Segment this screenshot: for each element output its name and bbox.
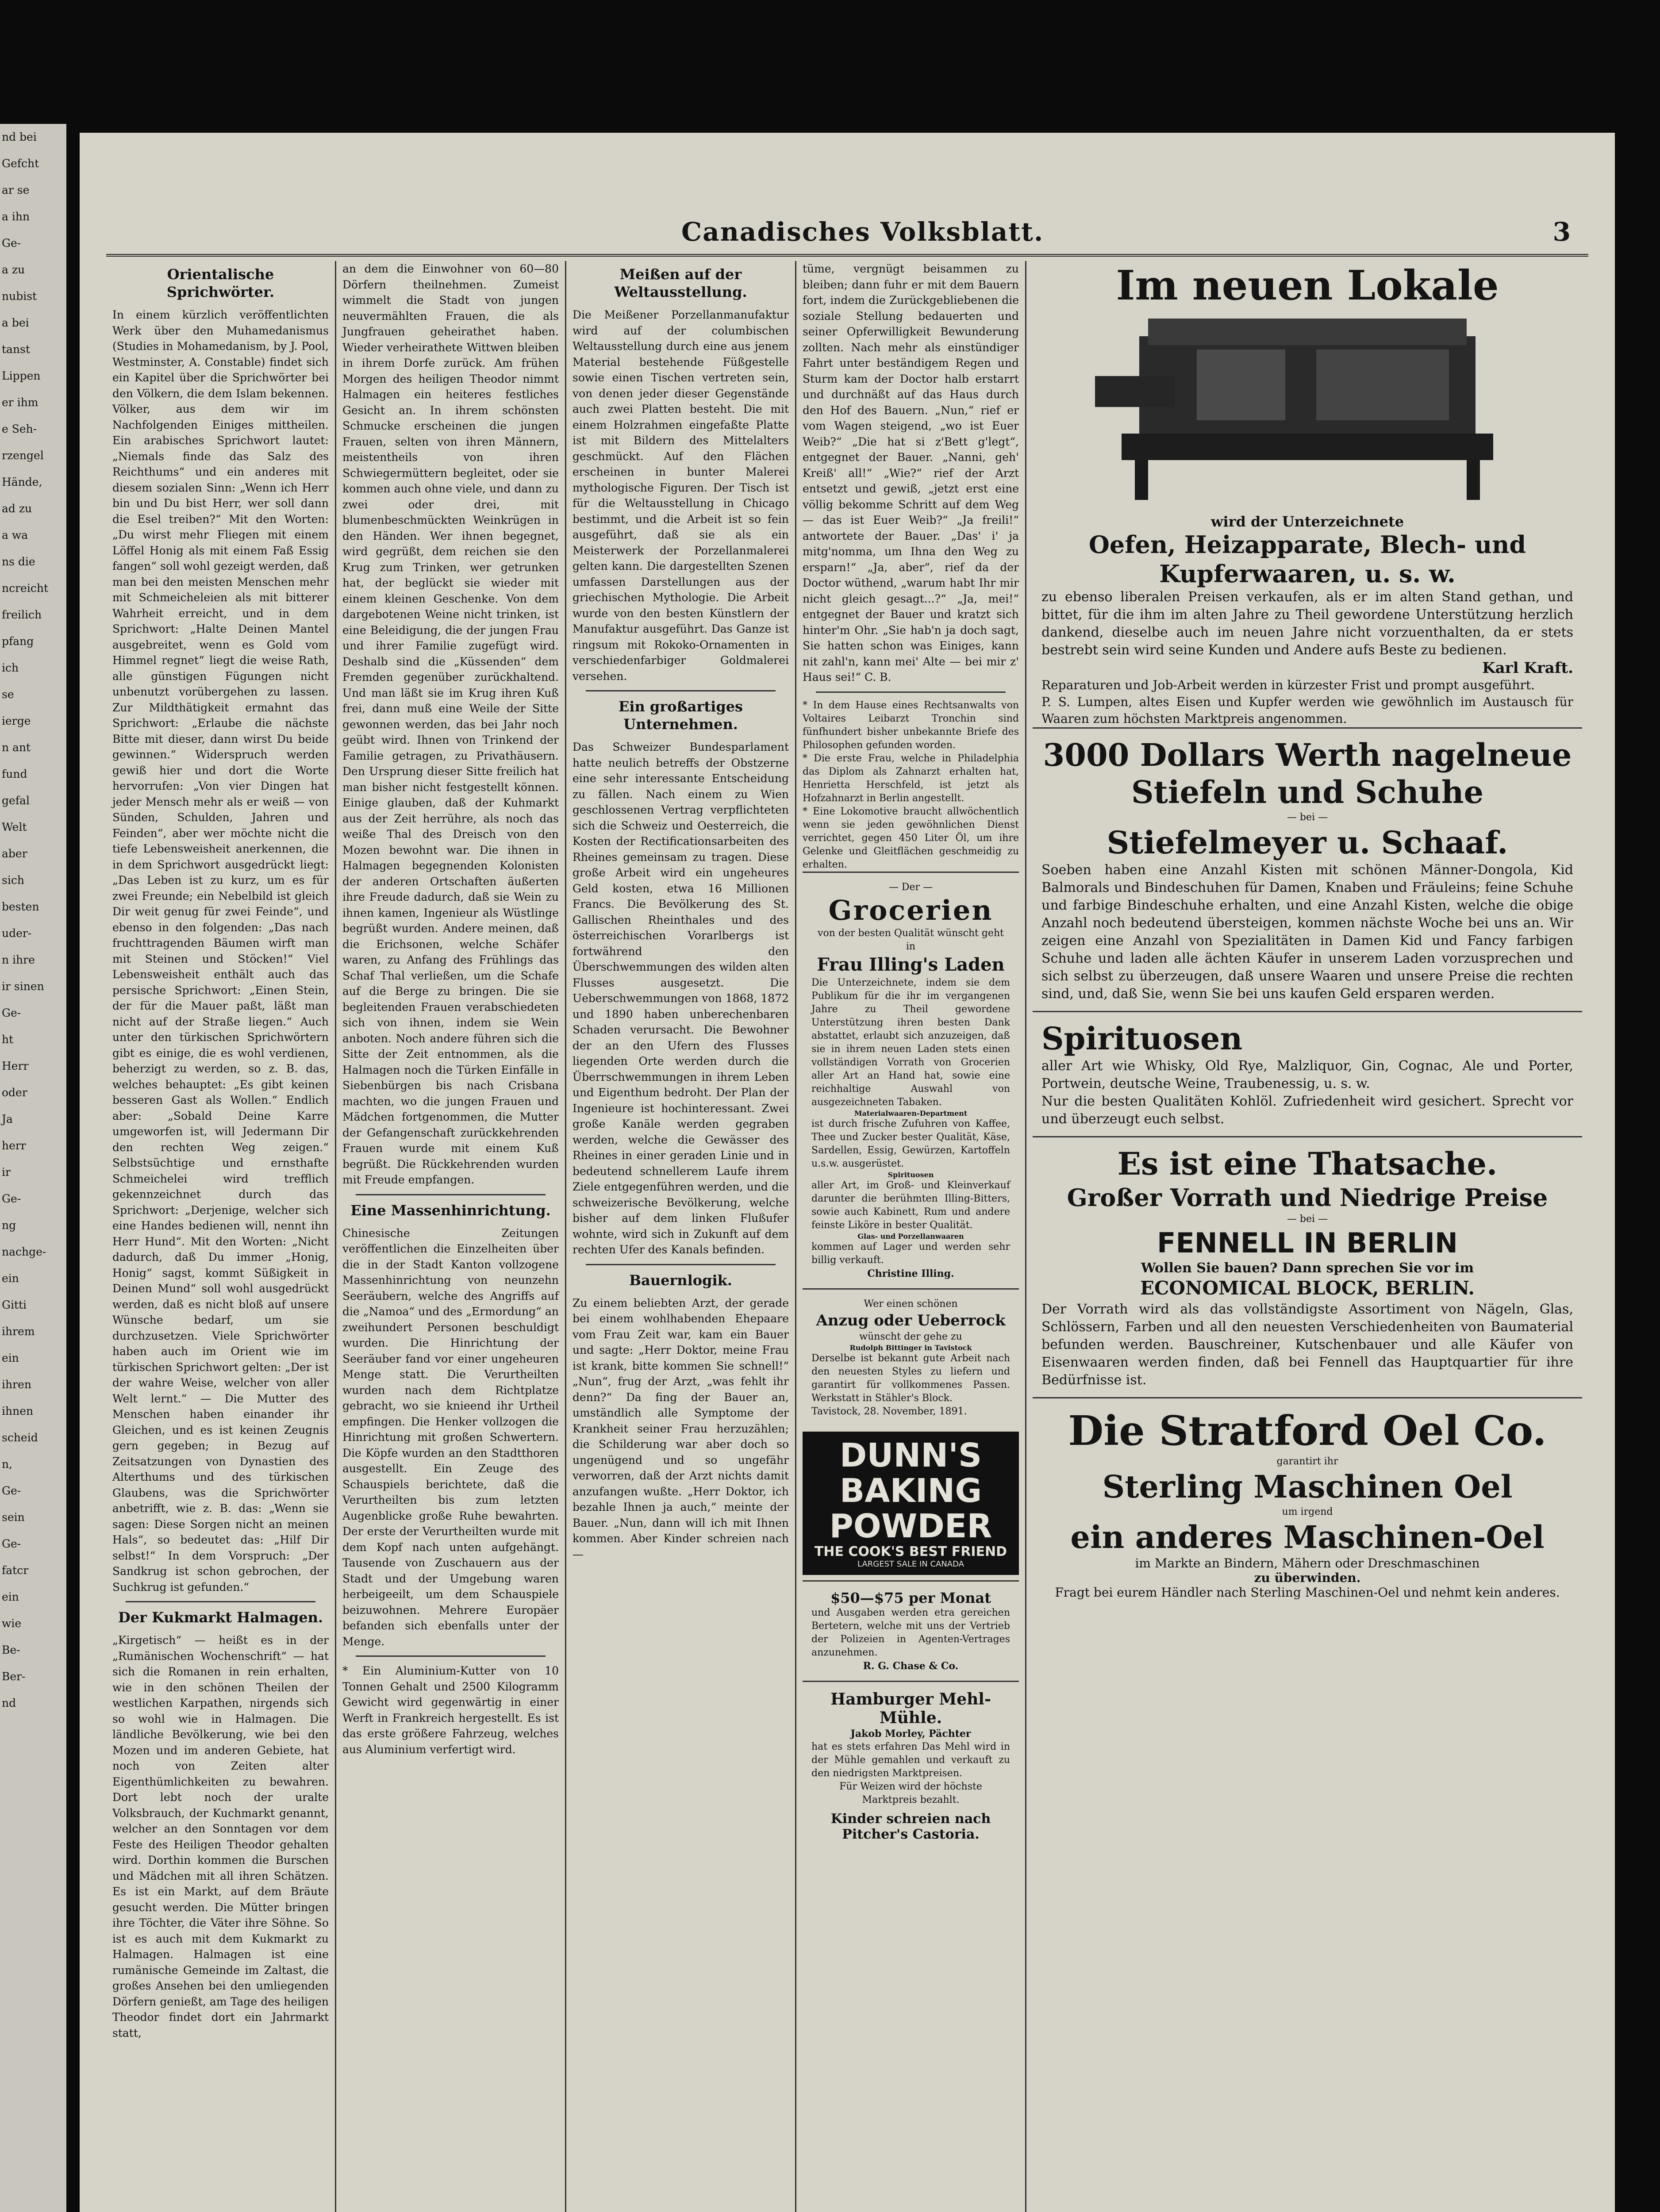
ad-body: Nur die besten Qualitäten Kohlöl. Zufriedenheit wird gesichert. Sprecht vor und überzeugt euch selbst. [1041, 1094, 1573, 1127]
divider [586, 690, 776, 691]
prev-page-fragment: Be- [2, 1644, 20, 1656]
prev-page-fragment: n, [2, 1458, 13, 1471]
ad-body: aller Art wie Whisky, Old Rye, Malzliquor, Gin, Cognac, Ale und Porter, Portwein, deutsche Weine, Traubenessig, u. s. w. [1041, 1058, 1573, 1091]
stove-ad [1033, 261, 1582, 727]
ad-title: Grocerien [828, 894, 993, 926]
grocery-ad [803, 872, 1019, 1288]
masthead-rule [106, 254, 1588, 257]
prev-page-fragment: ad zu [2, 502, 32, 515]
column-1 [106, 261, 336, 2212]
news-item: * Die erste Frau, welche in Philadelphia das Diplom als Zahnarzt erhalten hat, Henrietta Herschfeld, ist jetzt als Hofzahnarzt in Berlin angestellt. [803, 753, 1019, 804]
prev-page-fragment: scheid [2, 1431, 38, 1444]
ad-section: Spirituosen [888, 1170, 934, 1179]
ad-line: POWDER [829, 1507, 992, 1545]
prev-page-fragment: ihren [2, 1378, 31, 1391]
prev-page-fragment: Ber- [2, 1670, 26, 1683]
article-body: an dem die Einwohner von 60—80 Dörfern theilnehmen. Zumeist wimmelt die Stadt von jungen neuvermählten Frauen, die als Jungfrauen geheirathet haben. Wieder verheirathete Wittwen bleiben in ihrem Dorfe zurück. Am frühen Morgen des heiligen Theodor nimmt Halmagen ein heiteres festliches Gesicht an. In ihrem schönsten Schmucke erscheinen die jungen Frauen, selten von ihren Männern, meistentheils von ihren Schwiegermüttern begleitet, oder sie kommen auch ohne viele, und dann zu zwei oder drei, mit blumenbeschmückten Weinkrügen in den Händen. Wer ihnen begegnet, wird gegrüßt, dem reichen sie den Krug zum Trinken, wer getrunken hat, der beglückt sie wieder mit einem kleinen Geschenke. Von dem dargebotenen Weine nicht trinken, ist eine Beleidigung, die der jungen Frau und ihrer Familie zugefügt wird. Deshalb sind die „Küssenden“ dem Fremden gegenüber zurückhaltend. Und man läßt sie im Krug ihren Kuß frei, dann muß eine Weile der Sitte gewonnen werden, das bei Jahr noch geübt wird. Ihnen von Trinkend der Familie getragen, zu Privathäusern. Den Ursprung dieser Sitte freilich hat man bisher nicht festgestellt können. Einige glauben, daß der Kuhmarkt aus der Zeit herrühre, als noch das weiße Thal des Dreisch von den Mozen bewohnt war. Die ihnen in Halmagen begegnenden Kolonisten der anderen Ortschaften äußerten ihre Freude dadurch, daß sie Wein zu ihnen kamen, Ingenieur als Wüstlinge begrüßt wurden. Andere meinen, daß die Erichsonen, welche Schäfer waren, zu Anfang des Frühlings das Schaf Thal verließen, um die Schafe auf die Berge zu bringen. Die sie begleitenden Frauen verabschiedeten sich von ihnen, indem sie Wein anboten. Noch andere führen sich die Sitte der Zeit entnommen, als die Halmagen noch die Türken Einfälle in Siebenbürgen bis nach Crisbana machten, wo die jungen Frauen und Mädchen fortgenommen, die Mutter der Gefangenschaft zurückkehrenden Frauen wurde mit einem Kuß begrüßt. Die Rückkehrenden wurden mit Freude empfangen. [342, 262, 559, 1186]
prev-page-fragment: Ge- [2, 1537, 21, 1550]
ad-line: zu überwinden. [1254, 1571, 1361, 1585]
ad-shop-name: Frau Illing's Laden [817, 954, 1005, 975]
prev-page-fragment: ns die [2, 555, 35, 568]
ad-body: und Ausgaben werden etra gereichen Bertetern, welche mit uns der Vertrieb der Polizeien in Agenten-Vertrages anzunehmen. [811, 1607, 1010, 1658]
ad-line: LARGEST SALE IN CANADA [857, 1559, 964, 1569]
ad-body: ist durch frische Zufuhren von Kaffee, Thee und Zucker bester Qualität, Käse, Sardellen, Essig, Gewürzen, Kartoffeln u.s.w. ausgerüstet. [811, 1118, 1010, 1169]
oil-ad [1033, 1397, 1582, 1608]
column-3 [566, 261, 796, 2212]
news-item: * In dem Hause eines Rechtsanwalts von Voltaires Leibarzt Tronchin sind fünfhundert bisher unbekannte Briefe des Philosophen gefunden worden. [803, 699, 1019, 751]
ad-pre: Wer einen schönen [864, 1298, 958, 1310]
prev-page-fragment: ein [2, 1352, 19, 1364]
ad-body: kommen auf Lager und werden sehr billig verkauft. [811, 1241, 1010, 1266]
prev-page-fragment: ierge [2, 714, 31, 727]
divider [816, 691, 1006, 693]
prev-page-fragment: tanst [2, 343, 30, 356]
agent-ad [803, 1580, 1019, 1681]
ad-signature: Christine Illing. [867, 1267, 954, 1279]
prev-page-fragment: Ja [2, 1113, 13, 1125]
prev-page-fragment: freilich [2, 608, 42, 621]
ad-signature: Karl Kraft. [1482, 659, 1573, 677]
ad-title: 3000 Dollars Werth nagelneue [1043, 737, 1572, 773]
article-heading: Bauernlogik. [629, 1271, 732, 1289]
column-4 [796, 261, 1026, 2212]
prev-page-fragment: ng [2, 1219, 16, 1232]
ad-body: Soeben haben eine Anzahl Kisten mit schönen Männer-Dongola, Kid Balmorals und Bindeschuhen für Damen, Knaben und Fräuleins; feine Schuhe und farbige Bindeschuhe erhalten, und eine Anzahl Kisten, welche die obige Anzahl noch bedeutend übersteigen, kommen nächste Woche bei uns an. Wir zeigen eine Anzahl von Spezialitäten in Damen Kid und Fancy farbigen Schuhe und laden alle ächten Käufer in unserem Laden vorzusprechen und sich selbst zu überzeugen, daß unsere Waaren und unsere Preise die rechten sind, und, daß Sie, wenn Sie bei uns kaufen Geld ersparen werden. [1041, 862, 1573, 1002]
ad-title: Hamburger Mehl-Mühle. [830, 1690, 991, 1727]
prev-page-fragment: nachge- [2, 1245, 46, 1258]
ad-title: Anzug oder Ueberrock [816, 1311, 1006, 1329]
divider [356, 1655, 546, 1657]
ad-title: Stiefeln und Schuhe [1131, 774, 1483, 810]
page-number: 3 [1552, 217, 1571, 247]
news-item: * Eine Lokomotive braucht allwöchentlich wenn sie jeden gewöhnlichen Dienst verrichtet, gegen 450 Liter Öl, um ihre Gelenke und Gleitflächen geschmeidig zu erhalten. [803, 806, 1019, 870]
castoria-line: Kinder schreien nach Pitcher's Castoria. [830, 1811, 991, 1842]
masthead [106, 217, 1588, 257]
prev-page-fragment: wie [2, 1617, 22, 1630]
ad-title: Es ist eine Thatsache. [1117, 1145, 1498, 1182]
prev-page-fragment: oder [2, 1086, 27, 1099]
prev-page-fragment: a wa [2, 529, 28, 541]
prev-page-fragment: ir [2, 1166, 11, 1179]
prev-page-fragment: aber [2, 847, 27, 860]
ad-body: Die Unterzeichnete, indem sie dem Publikum für die ihr im vergangenen Jahre zu Theil gewordene Unterstützung ihren besten Dank abstattet, erlaubt sich anzuzeigen, daß sie in ihrem neuen Laden stets einen vollständigen Vorrath von Grocerien aller Art an Hand hat, sowie eine reichhaltige Auswahl von ausgezeichneten Tabaken. [811, 977, 1010, 1108]
prev-page-fragment: fatcr [2, 1564, 29, 1577]
ad-section: Glas- und Porzellanwaaren [857, 1232, 964, 1240]
article-heading: Orientalische Sprichwörter. [166, 266, 275, 300]
ad-name: Rudolph Bittinger in Tavistock [849, 1343, 972, 1352]
ad-line: garantirt ihr [1276, 1456, 1338, 1467]
ad-body: P. S. Lumpen, altes Eisen und Kupfer werden wie gewöhnlich im Austausch für Waaren zum höchsten Marktpreis angenommen. [1041, 695, 1573, 726]
ad-body: Derselbe ist bekannt gute Arbeit nach den neuesten Styles zu liefern und garantirt für vollkommenes Passen. Werkstatt in Stähler's Block. [811, 1352, 1010, 1404]
ad-title: Stiefelmeyer u. Schaaf. [1107, 824, 1508, 861]
ad-line: Großer Vorrath und Niedrige Preise [1067, 1183, 1548, 1212]
ad-name: Jakob Morley, Pächter [850, 1728, 971, 1740]
divider [356, 1194, 546, 1195]
prev-page-fragment: ar se [2, 184, 30, 196]
ad-line: BAKING [839, 1471, 982, 1510]
ad-title: Sterling Maschinen Oel [1102, 1468, 1513, 1505]
ad-line: im Markte an Bindern, Mähern oder Dreschmaschinen [1135, 1556, 1480, 1571]
prev-page-fragment: n ant [2, 741, 31, 754]
ad-title: Die Stratford Oel Co. [1068, 1407, 1547, 1455]
ad-body: hat es stets erfahren Das Mehl wird in der Mühle gemahlen und verkauft zu den niedrigsten Marktpreisen. [811, 1741, 1010, 1779]
prev-page-fragment: sich [2, 874, 24, 887]
prev-page-fragment: besten [2, 900, 39, 913]
article-heading: Eine Massenhinrichtung. [350, 1202, 551, 1219]
ad-title: $50—$75 per Monat [830, 1589, 991, 1606]
divider [586, 1264, 776, 1265]
prev-page-fragment: ir sinen [2, 980, 44, 993]
ad-line: um irgend [1282, 1506, 1333, 1517]
prev-page-fragment: nd bei [2, 131, 37, 143]
ad-line: Fragt bei eurem Händler nach Sterling Maschinen-Oel und nehmt kein anderes. [1055, 1585, 1560, 1600]
prev-page-fragment: Ge- [2, 1006, 21, 1019]
divider [126, 1601, 315, 1602]
prev-page-fragment: a ihn [2, 210, 30, 223]
article-body: * Ein Aluminium-Kutter von 10 Tonnen Gehalt und 2500 Kilogramm Gewicht wird gegenwärtig in einer Werft in Frankreich hergestellt. Es ist das erste größere Fahrzeug, welches aus Aluminium verfertigt wird. [342, 1664, 559, 1756]
prev-page-fragment: Welt [2, 821, 27, 833]
article-body: Das Schweizer Bundesparlament hatte neulich betreffs der Obstzerne eine sehr interessante Entscheidung zu fällen. Nach einem zu Wien geschlossenen Vertrag verpflichteten sich die Schweiz und Oesterreich, die Kosten der Rectificationsarbeiten des Rheines gemeinsam zu tragen. Diese große Arbeit wird ein ungeheures Geld kosten, etwa 16 Millionen Francs. Die Bevölkerung des St. Gallischen Rheinthales und des österreichischen Vorarlbergs ist fortwährend den Überschwemmungen des wilden alten Flusses ausgesetzt. Die Ueberschwemmungen von 1868, 1872 und 1890 haben unberechenbaren Schaden verursacht. Die Bewohner der an den Ufern des Flusses liegenden Orte werden durch die Überrschwemmungen in ihrem Leben und Eigenthum bedroht. Der Plan der Ingenieure ist hochinteressant. Zwei große Kanäle werden gegraben werden, welche die Gewässer des Rheines in einer geraden Linie und in bedeutend schnellerem Laufe ihrem Ziele entgegenführen werden, und die schweizerische Bevölkerung, welche bisher auf dem linken Flußufer wohnte, wird sich in Zukunft auf dem rechten Ufer des Kanals befinden. [573, 741, 789, 1256]
prev-page-fragment: a bei [2, 316, 29, 329]
ad-line: ECONOMICAL BLOCK, BERLIN. [1140, 1277, 1475, 1299]
ad-pre: — Der — [888, 881, 933, 893]
article-body: „Kirgetisch“ — heißt es in der „Rumänischen Wochenschrift“ — hat sich die Romanen in rein erhalten, wie in den schönen Theilen der westlichen Karpathen, nirgends sich so wohl wie in Halmagen. Die ländliche Bevölkerung, wie bei den Mozen und im anderen Gebiete, hat noch von Zeiten alter Eigenthümlichkeiten zu bewahren. Dort lebt noch der uralte Volksbrauch, der Kuchmarkt genannt, welcher an den Sonntagen vor dem Feste des Heiligen Theodor gehalten wird. Dorthin kommen die Burschen und Mädchen mit all ihren Schätzen. Es ist ein Markt, auf dem Bräute gesucht werden. Die Mütter bringen ihre Töchter, die Väter ihre Söhne. So ist es auch mit dem Kukmarkt zu Halmagen. Halmagen ist eine rumänische Gemeinde im Zaltast, die großes Ansehen bei den umliegenden Dörfern genießt, am Tage des heiligen Theodor findet dort ein Jahrmarkt statt, [112, 1634, 329, 2039]
article-body: tüme, vergnügt beisammen zu bleiben; dann fuhr er mit dem Bauern fort, indem die Zurückgebliebenen die soziale Stellung bedauerten und seiner Opferwilligkeit Bewunderung zollten. Nach mehr als einstündiger Fahrt unter beständigem Regen und Sturm kam der Doctor halb erstarrt und durchnäßt auf das Haus durch den Hof des Bauern. „Nun,“ rief er vom Wagen steigend, „wo ist Euer Weib?“ „Die hat si z'Bett g'legt“, entgegnet der Bauer. „Nanni, geh' Kreiß' all!“ „Wie?“ rief der Arzt entsetzt und gewiß, „jetzt erst eine völlig bekomme Schritt auf dem Weg — das ist Euer Weib?“ „Ja freili!“ antwortete der Bauer. „Das' i' ja mitg'nomma, um Ihna den Weg zu ersparn!“ „Ja, aber“, rief da der Doctor wüthend, „warum habt Ihr mir nicht gleich gesagt...?“ „Ja, mei!“ entgegnet der Bauer und kratzt sich hinter'm Ohr. „Sie hab'n ja doch sagt, Sie hatten schon was Einiges, kann nit zahl'n, kann mei' Alte — bei mir z' Haus sei!“ C. B. [803, 262, 1019, 684]
article-body: In einem kürzlich veröffentlichten Werk über den Muhamedanismus (Studies in Mohamedanism, by J. Pool, Westminster, A. Constable) findet sich ein Kapitel über die Sprichwörter bei den Völkern, die dem Islam bekennen. Völker, aus dem wir im Nachfolgenden Einiges mittheilen. Ein arabisches Sprichwort lautet: „Niemals finde das Salz des Reichthums“ und ein anderes mit diesem sozialen Sinn: „Wenn ich Herr bin und Du bist Herr, wer soll dann die Esel treiben?“ Mit den Worten: „Du wirst mehr Fliegen mit einem Löffel Honig als mit einem Faß Essig fangen“ soll wohl gezeigt werden, daß man bei den meisten Menschen mehr mit Schmeicheleien als mit bitterer Wahrheit erreicht, und in dem Sprichwort: „Halte Deinen Mantel ausgebreitet, wenn es Gold vom Himmel regnet“ liegt die weise Rath, alle günstigen Fügungen nicht unbenutzt vorübergehen zu lassen. Zur Mildthätigkeit ermahnt das Sprichwort: „Erlaube die nächste Bitte mit dieser, dann wirst Du beide gewinnen.“ Widerspruch werden gewiß hier und dort die Worte hervorrufen: „Von vier Dingen hat jeder Mensch mehr als er weiß — von Sünden, Schulden, Jahren und Feinden“, aber wer möchte nicht die tiefe Lebensweisheit anerkennen, die in dem Sprichwort ausgedrückt liegt: „Das Leben ist zu kurz, um es für zwei Freunde; ein Nebelbild ist gleich Dir weit genug für zwei Feinde“, und ebenso in den folgenden: „Das nach fruchttragenden Bäumen wirft man mit Steinen und Stöcken!“ Viel Lebensweisheit enthält auch das persische Sprichwort: „Einen Stein, der für die Mauer paßt, läßt man nicht auf der Straße liegen.“ Auch unter den türkischen Sprichwörtern gibt es einige, die es wohl verdienen, beherzigt zu werden, so z. B. das, welches behauptet: „Es gibt keinen besseren Gast als Wollen.“ Endlich aber: „Sobald Deine Karre umgeworfen ist, will Jedermann Dir den rechten Weg zeigen.“ Selbstsüchtige und ernsthafte Schmeichelei wird trefflich gekennzeichnet durch das Sprichwort: „Derjenige, welcher sich eine Handes bedienen will, nennt ihn Herr Hund“. Mit den Worten: „Nicht dadurch, daß Du immer „Honig, Honig“ sagst, kommt Süßigkeit in Deinen Mund“ soll wohl ausgedrückt werden, daß es nicht bloß auf unsere Wünsche bedarf, um sie durchzusetzen. Viele Sprichwörter haben auch im Orient wie im türkischen Sprichwort gelten: „Der ist der wahre Weise, welcher von aller Welt lernt.“ — Die Mutter des Menschen haben einander ihr Gleichen, und es ist keinen Zeugnis gern gegeben; in Bezug auf Zeitsatzungen von Dynastien des Alterthums und des türkischen Glaubens, was die Sprichwörter anbetrifft, wie z. B. das: „Wenn sie sagen: Diese Sorgen nicht an meinen Hals“, so bedeutet das: „Hilf Dir selbst!“ In dem Vorspruch: „Der Sandkrug ist schon gebrochen, der Suchkrug ist gefunden.“ [112, 308, 329, 1594]
ad-line: DUNN'S [839, 1436, 982, 1475]
prev-page-fragment: a zu [2, 263, 25, 276]
newspaper-page [80, 133, 1615, 2212]
prev-page-fragment: Hände, [2, 476, 42, 488]
prev-page-fragment: Ge- [2, 1192, 21, 1205]
shoe-ad [1033, 727, 1582, 1011]
prev-page-fragment: nd [2, 1697, 16, 1709]
mill-ad [803, 1681, 1019, 1850]
ad-place-date: Tavistock, 28. November, 1891. [811, 1406, 967, 1417]
ad-line: THE COOK'S BEST FRIEND [814, 1544, 1007, 1559]
ad-subtitle: wird der Unterzeichnete [1210, 513, 1404, 530]
prev-page-fragment: ihrem [2, 1325, 35, 1338]
prev-page-fragment: ncreicht [2, 582, 48, 595]
article-body: Die Meißener Porzellanmanufaktur wird auf der columbischen Weltausstellung durch eine aus jenem Material bestehende Füßgestelle sowie einen Tischen vertreten sein, von denen jeder dieser Gegenstände auch zwei Platten besteht. Die mit einem Holzrahmen eingefaßte Platte ist mit Bildern des Mittelalters geschmückt. Auf den Flächen erscheinen in bunter Malerei mythologische Figuren. Der Tisch ist für die Weltausstellung in Chicago bestimmt, und die Arbeit ist so fein ausgeführt, daß sie als ein Meisterwerk der Porzellanmalerei gelten kann. Die dargestellten Szenen umfassen Darstellungen aus der griechischen Mythologie. Die Arbeit wurde von den besten Künstlern der Manufaktur ausgeführt. Das Ganze ist ringsum mit Rokoko-Ornamenten in verschiedenfarbiger Goldmalerei versehen. [573, 308, 789, 683]
column-5-ads [1026, 261, 1588, 2212]
ad-section: Materialwaaren-Department [854, 1109, 968, 1118]
ad-line: Wollen Sie bauen? Dann sprechen Sie vor im [1141, 1260, 1474, 1276]
stove-illustration [1086, 310, 1529, 513]
prev-page-fragment: gefal [2, 794, 30, 807]
ad-subtitle: wünscht der gehe zu [859, 1331, 962, 1342]
prev-page-fragment: ht [2, 1033, 14, 1046]
prev-page-fragment: Gefcht [2, 157, 39, 170]
ad-title: Im neuen Lokale [1116, 261, 1499, 309]
fennell-ad [1033, 1136, 1582, 1397]
article-heading: Ein großartiges Unternehmen. [618, 698, 743, 733]
article-body: Chinesische Zeitungen veröffentlichen die Einzelheiten über die in der Stadt Kanton vollzogene Massenhinrichtung von neunzehn Seeräubern, welche des Angriffs auf die „Namoa“ und des „Ermordung“ an zweihundert Personen beschuldigt wurden. Die Hinrichtung der Seeräuber fand vor einer ungeheuren Menge statt. Die Verurtheilten wurden nach dem Richtplatze gebracht, wo sie knieend ihr Urtheil empfingen. Die Henker vollzogen die Hinrichtung mit großen Schwertern. Die Köpfe wurden an den Stadtthoren ausgestellt. Ein Zeuge des Schauspiels berichtete, daß die Verurtheilten bis zum letzten Augenblicke große Ruhe bewahrten. Der erste der Verurtheilten wurde mit dem Kopf nach unten aufgehängt. Tausende von Zuschauern aus der Stadt und der Umgebung waren herbeigeeilt, um dem Schauspiele beizuwohnen. Mehrere Europäer befanden sich ebenfalls unter der Menge. [342, 1226, 559, 1648]
ad-bei: — bei — [1287, 812, 1328, 823]
prev-page-fragment: sein [2, 1511, 25, 1524]
prev-page-fragment: ein [2, 1590, 19, 1603]
prev-page-fragment: se [2, 688, 14, 701]
prev-page-fragment: e Seh- [2, 422, 37, 435]
prev-page-fragment: er ihm [2, 396, 38, 409]
ad-bei: — bei — [1287, 1214, 1328, 1225]
previous-page-fragments [0, 124, 66, 1717]
prev-page-fragment: Lippen [2, 369, 41, 382]
prev-page-fragment: nubist [2, 290, 37, 303]
ad-body: Der Vorrath wird als das vollständigste Assortiment von Nägeln, Glas, Schlössern, Farben und all den neuesten Verschiedenheiten von Baumaterial befunden werden. Bauschreiner, Kutschenbauer und alle Käufer von Eisenwaaren werden finden, daß bei Fennell das Hauptquartier für ihre Bedürfnisse ist. [1041, 1302, 1573, 1388]
columns [106, 261, 1588, 2212]
ad-body: aller Art, im Groß- und Kleinverkauf darunter die berühmten Illing-Bitters, sowie auch Kabinett, Rum und andere feinste Liköre in bester Qualität. [811, 1179, 1010, 1231]
spirits-ad [1033, 1011, 1582, 1136]
baking-powder-ad [803, 1432, 1019, 1575]
prev-page-fragment: fund [2, 768, 27, 780]
ad-subtitle: von der besten Qualität wünscht geht in [818, 927, 1004, 952]
tailor-ad [803, 1288, 1019, 1426]
prev-page-fragment: Gitti [2, 1298, 27, 1311]
prev-page-fragment: rzengel [2, 449, 44, 462]
prev-page-fragment: uder- [2, 927, 32, 940]
ad-body: zu ebenso liberalen Preisen verkaufen, als er im alten Stand gethan, und bittet, für die ihm im alten Jahre zu Theil gewordene Unterstützung herzlich dankend, dieselbe auch im neuen Jahre nicht vorzuenthalten, da er stets bestrebt sein wird seine Kunden und Andere aufs Beste zu bedienen. [1041, 589, 1573, 658]
ad-title: Spirituosen [1041, 1020, 1243, 1057]
prev-page-fragment: Ge- [2, 1484, 21, 1497]
prev-page-fragment: Herr [2, 1060, 29, 1072]
prev-page-fragment: n ihre [2, 953, 35, 966]
ad-foot: Für Weizen wird der höchste Marktpreis bezahlt. [839, 1781, 982, 1805]
ad-line: FENNELL IN BERLIN [1157, 1227, 1458, 1259]
masthead-title: Canadisches Volksblatt. [681, 217, 1044, 247]
prev-page-fragment: ein [2, 1272, 19, 1285]
ad-body: Reparaturen und Job-Arbeit werden in kürzester Frist und prompt ausgeführt. [1041, 678, 1535, 692]
article-body: Zu einem beliebten Arzt, der gerade bei einem wohlhabenden Ehepaare vom Frau Zeit war, kam ein Bauer und sagte: „Herr Doktor, meine Frau ist krank, bitte kommen Sie schnell!“ „Nun“, frug der Arzt, „was fehlt ihr denn?“ Da fing der Bauer an, umständlich alle Symptome der Krankheit seiner Frau herzuzählen; die Schilderung war aber doch so ungenügend und so ungefähr verworren, daß der Arzt nichts damit anzufangen wußte. „Herr Doktor, ich bezahle Ihnen ja auch,“ meinte der Bauer. „Nun, dann will ich mit Ihnen kommen. Aber Kinder schreien nach — [573, 1296, 789, 1561]
column-2 [336, 261, 566, 2212]
prev-page-fragment: ich [2, 661, 19, 674]
ad-signature: R. G. Chase & Co. [863, 1660, 959, 1672]
prev-page-fragment: Ge- [2, 237, 21, 250]
prev-page-fragment: pfang [2, 635, 34, 648]
ad-title: ein anderes Maschinen-Oel [1070, 1519, 1545, 1555]
previous-page-edge [0, 124, 66, 2212]
article-heading: Meißen auf der Weltausstellung. [614, 266, 747, 300]
prev-page-fragment: herr [2, 1139, 26, 1152]
prev-page-fragment: ihnen [2, 1405, 34, 1417]
article-heading: Der Kukmarkt Halmagen. [118, 1609, 323, 1626]
ad-items: Oefen, Heizapparate, Blech- und Kupferwaaren, u. s. w. [1088, 530, 1526, 588]
